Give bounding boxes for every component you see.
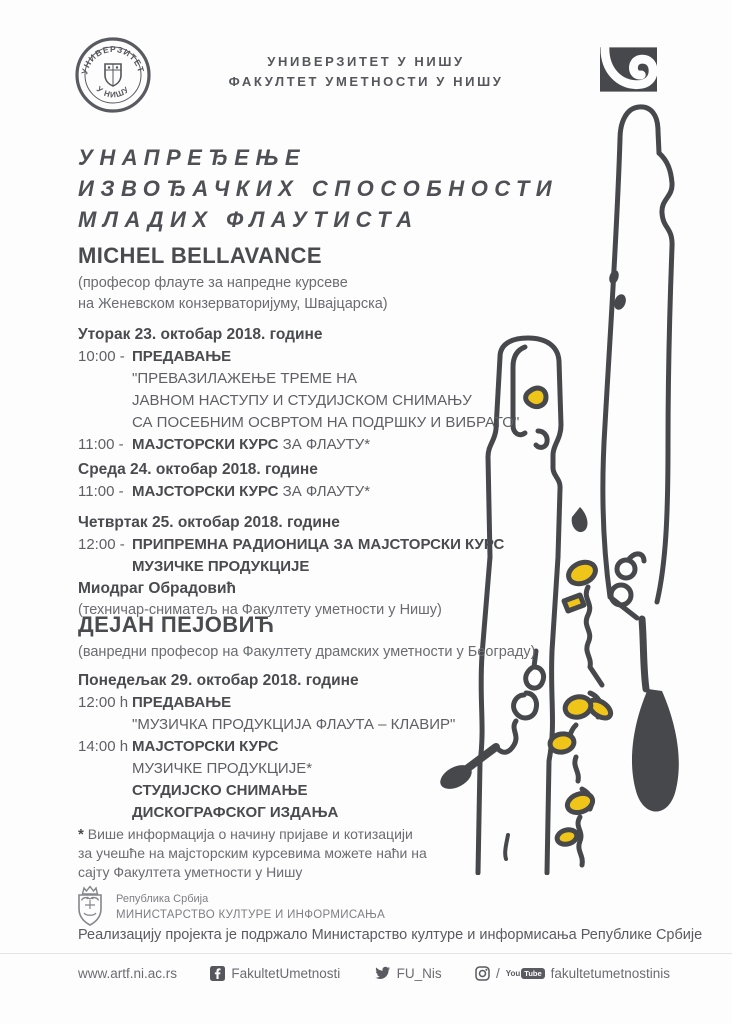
facebook-link[interactable]: FakultetUmetnosti: [210, 966, 340, 981]
university-seal: [74, 36, 152, 114]
institution-line-1: УНИВЕРЗИТЕТ У НИШУ: [267, 54, 465, 69]
session-title: ПРЕДАВАЊЕ: [132, 694, 232, 711]
ministry-name: МИНИСТАРСТВО КУЛТУРЕ И ИНФОРМИСАЊА: [116, 908, 386, 921]
presenter-description: (ванредни професор на Факултету драмских уметности у Београду): [78, 644, 536, 660]
presenter-description: (професор флауте за напредне курсеве на Женевском конзерваторијуму, Швајцарска): [78, 275, 388, 312]
day-header: Уторак 23. октобар 2018. године: [78, 326, 323, 343]
time-label: 11:00 -: [78, 436, 124, 453]
twitter-link[interactable]: FU_Nis: [374, 966, 442, 981]
title-line-3: МЛАДИХ ФЛАУТИСТА: [78, 207, 419, 232]
schedule-tuesday: [78, 324, 519, 456]
day-header: Четвртак 25. октобар 2018. године: [78, 514, 340, 531]
session-detail: ЈАВНОМ НАСТУПУ И СТУДИЈСКОМ СНИМАЊУ: [132, 392, 472, 409]
session-title: МУЗИЧКЕ ПРОДУКЦИЈЕ: [132, 558, 310, 575]
day-header: Среда 24. октобар 2018. године: [78, 461, 318, 478]
schedule-row: [78, 556, 504, 578]
website-link[interactable]: www.artf.ni.ac.rs: [78, 965, 178, 981]
presenter-pejovic: [78, 612, 535, 663]
seal-top-text: УНИВЕРЗИТЕТ: [79, 43, 147, 76]
session-title: МАЈСТОРСКИ КУРС: [132, 738, 279, 755]
ministry-country: Република Србија: [116, 892, 209, 905]
schedule-row: [78, 780, 455, 802]
support-statement: Реализацију пројекта је подржало Министарство културе и информисања Републике Србије: [78, 927, 703, 943]
schedule-row: [78, 714, 455, 736]
ministry-text: [116, 892, 385, 923]
session-title: ПРИПРЕМНА РАДИОНИЦА ЗА МАЈСТОРСКИ КУРС: [132, 536, 505, 553]
poster-title: [78, 142, 558, 235]
time-label: 12:00 -: [78, 536, 125, 553]
schedule-row: [78, 736, 455, 758]
footer-divider: [0, 953, 732, 954]
schedule-row: [78, 434, 519, 456]
time-label: 10:00 -: [78, 348, 125, 365]
institution-header: [166, 52, 566, 92]
footer: [78, 958, 670, 988]
facebook-icon: [210, 966, 225, 981]
title-line-2: ИЗВОЂАЧКИХ СПОСОБНОСТИ: [78, 176, 559, 201]
schedule-row: [78, 412, 519, 434]
separator: /: [496, 965, 500, 981]
presenter-name: ДЕЈАН ПЕЈОВИЋ: [78, 612, 275, 637]
ministry-block: [74, 884, 385, 930]
session-detail: СА ПОСЕБНИМ ОСВРТОМ НА ПОДРШКУ И ВИБРАТО": [132, 414, 520, 431]
schedule-row: [78, 758, 455, 780]
schedule-row: [78, 390, 519, 412]
footnote: * Више информација о начину пријаве и котизацији за учешће на мајсторским курсевима можете наћи на сајту Факултета уметности у Нишу: [78, 826, 427, 880]
title-line-1: УНАПРЕЂЕЊЕ: [78, 145, 307, 170]
schedule-row: [78, 802, 455, 824]
schedule-row: [78, 346, 519, 368]
youtube-icon: You Tube: [506, 968, 545, 979]
twitter-icon: [374, 966, 391, 980]
session-title: ПРЕДАВАЊЕ: [132, 348, 232, 365]
session-title: СТУДИЈСКО СНИМАЊЕ: [132, 782, 308, 799]
schedule-wednesday: [78, 459, 370, 503]
svg-text:У НИШУ: [95, 85, 132, 100]
session-title: МАЈСТОРСКИ КУРС ЗА ФЛАУТУ*: [132, 483, 371, 500]
session-detail: "ПРЕВАЗИЛАЖЕЊЕ ТРЕМЕ НА: [132, 370, 358, 387]
schedule-row: [78, 692, 455, 714]
seal-bottom-text: У НИШУ: [94, 84, 132, 100]
session-title: ДИСКОГРАФСКОГ ИЗДАЊА: [132, 804, 339, 821]
instagram-icon: [475, 966, 490, 981]
presenter-bellavance: [78, 243, 388, 315]
person-description: (техничар-сниматељ на Факултету уметности у Нишу): [78, 602, 442, 618]
presenter-name: MICHEL BELLAVANCE: [78, 243, 322, 268]
schedule-monday: [78, 670, 455, 824]
schedule-thursday: [78, 512, 504, 621]
schedule-row: [78, 368, 519, 390]
schedule-row: [78, 534, 504, 556]
time-label: 11:00 -: [78, 483, 124, 500]
session-title: МАЈСТОРСКИ КУРС ЗА ФЛАУТУ*: [132, 436, 371, 453]
institution-line-2: ФАКУЛТЕТ УМЕТНОСТИ У НИШУ: [228, 74, 504, 89]
instagram-youtube-link[interactable]: / You Tube fakultetumetnostinis: [475, 966, 670, 981]
time-label: 14:00 h: [78, 738, 129, 755]
session-detail: МУЗИЧКЕ ПРОДУКЦИЈЕ*: [132, 760, 313, 777]
day-header: Понедељак 29. октобар 2018. године: [78, 672, 359, 689]
serbia-coat-of-arms: [74, 884, 106, 930]
time-label: 12:00 h: [78, 694, 129, 711]
footnote-star: *: [78, 826, 84, 843]
session-detail: "МУЗИЧКА ПРОДУКЦИЈА ФЛАУТА – КЛАВИР": [132, 716, 456, 733]
schedule-row: [78, 481, 370, 503]
faculty-arts-logo: [600, 47, 657, 92]
person-name: Миодраг Обрадовић: [78, 580, 236, 597]
